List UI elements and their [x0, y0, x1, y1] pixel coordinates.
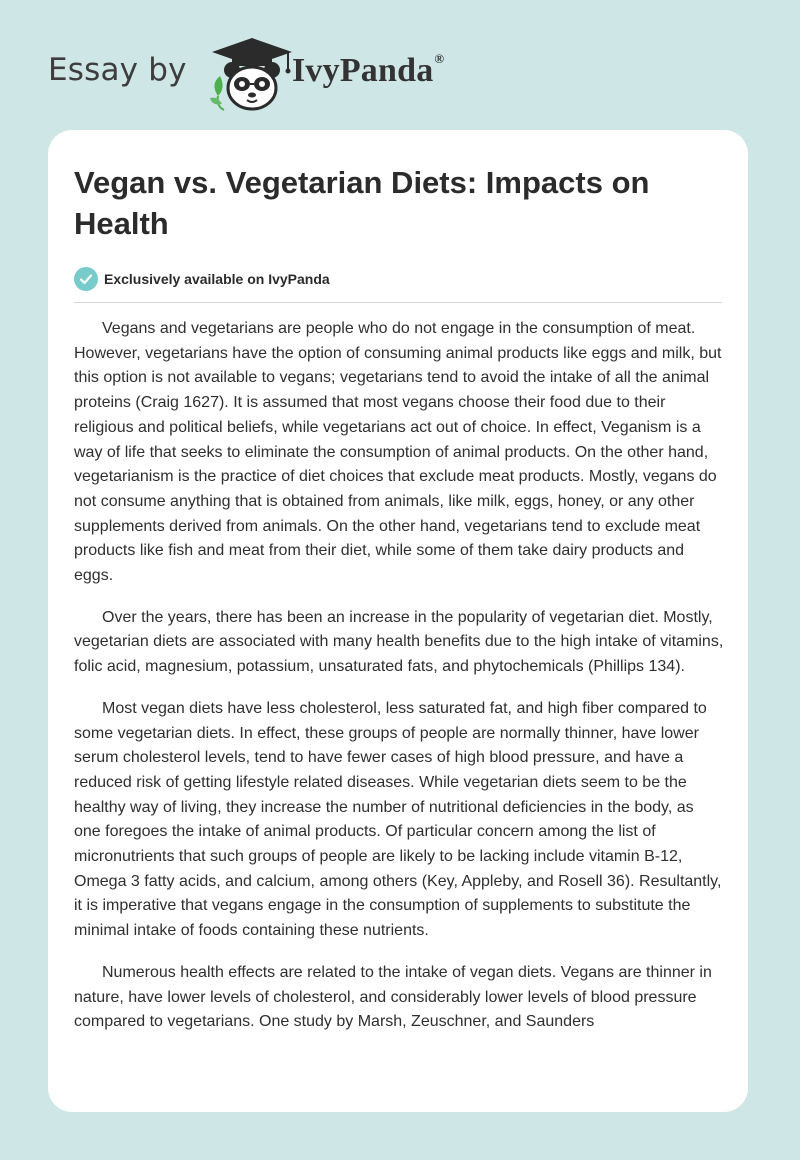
panda-logo-icon[interactable] [204, 34, 300, 114]
essay-card [48, 130, 748, 1112]
site-header [48, 30, 752, 120]
essay-body [74, 317, 724, 1035]
essay-title: Vegan vs. Vegetarian Diets: Impacts on Health [74, 165, 650, 241]
exclusive-badge [74, 266, 722, 292]
paragraph: Most vegan diets have less cholesterol, less saturated fat, and high fiber compared to some vegetarian diets. In effect, these groups of people are normally thinner, have lower serum cholesterol levels, tend to have fewer cases of high blood pressure, and have a reduced risk of getting lifestyle related diseases. While vegetarian diets seem to be the healthy way of living, they increase the number of nutritional deficiencies in the body, as one foregoes the intake of animal products. Of particular concern among the list of micronutrients that such groups of people are likely to be lacking include vitamin B-12, Omega 3 fatty acids, and calcium, among others (Key, Appleby, and Rosell 36). Resultantly, it is imperative that vegans engage in the consumption of supplements to substitute the minimal intake of foods containing these nutrients. [74, 699, 722, 940]
essay-by-label: Essay by [48, 52, 187, 88]
brand-name[interactable]: IvyPanda® [292, 50, 445, 89]
paragraph: Over the years, there has been an increase in the popularity of vegetarian diet. Mostly, vegetarian diets are associated with many health benefits due to the high intake of vitamins, folic acid, magnesium, potassium, unsaturated fats, and phytochemicals (Phillips 134). [74, 608, 724, 676]
exclusive-badge-label: Exclusively available on IvyPanda [104, 271, 330, 287]
checkmark-circle-icon [74, 267, 98, 291]
paragraph: Vegans and vegetarians are people who do not engage in the consumption of meat. However, vegetarians have the option of consuming animal products like eggs and milk, but this option is not available to vegans; vegetarians tend to avoid the intake of all the animal proteins (Craig 1627). It is assumed that most vegans choose their food due to their religious and political beliefs, while vegetarians act out of choice. In effect, Veganism is a way of life that seeks to eliminate the consumption of animal products. On the other hand, vegetarianism is the practice of diet choices that exclude meat products. Mostly, vegans do not consume anything that is obtained from animals, like milk, eggs, honey, or any other supplements derived from animals. On the other hand, vegetarians tend to exclude meat products like fish and meat from their diet, while some of them take dairy products and eggs. [74, 320, 722, 585]
paragraph: Numerous health effects are related to the intake of vegan diets. Vegans are thinner in nature, have lower levels of cholesterol, and considerably lower levels of blood pressure compared to vegetarians. One study by Marsh, Zeuschner, and Saunders [74, 963, 712, 1031]
registered-mark: ® [434, 50, 445, 66]
divider [74, 302, 722, 303]
